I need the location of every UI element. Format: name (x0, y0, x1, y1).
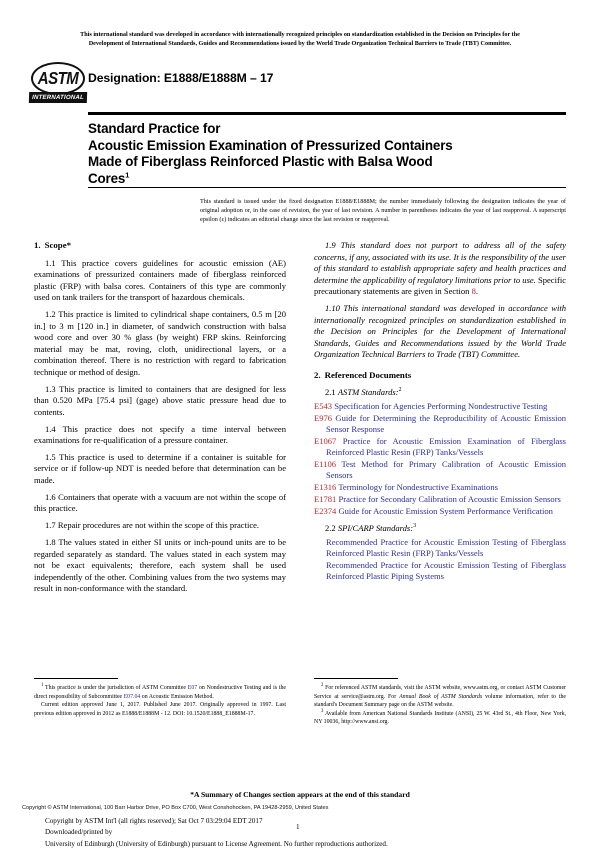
subcommittee-e0704-link[interactable]: E07.04 (123, 693, 141, 700)
subsection-title-2-2: SPI/CARP Standards: (337, 523, 414, 534)
astm-standards-list (314, 401, 566, 517)
ref-id[interactable]: E1067 (314, 435, 337, 446)
list-item[interactable] (314, 436, 566, 459)
subsection-number-2-1: 2.1 (325, 387, 336, 398)
title-line-3: Made of Fiberglass Reinforced Plastic with Balsa Wood (88, 154, 433, 170)
column-left (34, 240, 286, 600)
ref-title[interactable]: Terminology for Nondestructive Examinations (338, 482, 498, 493)
ref-title[interactable]: Test Method for Primary Calibration of Acoustic Emission Sensors (326, 459, 567, 481)
ref-title[interactable]: Practice for Acoustic Emission Examination of Fiberglass Reinforced Plastic Resin (FRP) Tanks/Vessels (326, 435, 567, 458)
list-item[interactable] (314, 560, 566, 583)
paragraph-1-4: 1.4 This practice does not specify a time interval between examinations for re-qualification of a pressure container. (34, 423, 286, 446)
ref-title[interactable]: Guide for Determining the Reproducibility of Acoustic Emission Sensor Response (326, 412, 566, 435)
footnote-1-marker: 1 (41, 683, 44, 689)
list-item[interactable] (314, 459, 566, 482)
designation-label: Designation: E1888/E1888M – 17 (88, 71, 274, 85)
paragraph-1-9-roman: Specific precautionary statements are given in Section (314, 274, 566, 297)
title-footnote-marker: 1 (125, 170, 130, 180)
footnote-3-marker: 3 (321, 708, 324, 714)
ref-id[interactable]: E543 (314, 400, 333, 411)
footnote-rule (314, 678, 398, 679)
astm-standards-footnote-marker: 2 (398, 387, 402, 394)
footnote-1-text-a: This practice is under the jurisdiction of ASTM Committee (45, 685, 188, 692)
paragraph-1-9-italic: 1.9 This standard does not purport to address all of the safety concerns, if any, associated with its use. It is the responsibility of the user of this standard to establish appropriate safety and health practices and determine the applicability of regulatory limitations prior to use. (314, 240, 566, 285)
ref-id[interactable]: E1106 (314, 459, 336, 470)
title-line-1: Standard Practice for (88, 121, 221, 136)
footnote-2-marker: 2 (321, 683, 324, 689)
paragraph-1-10: 1.10 This international standard was developed in accordance with internationally recognized principles on standardization established in the Decision on Principles for the Development of International Standards, Guides and Recommendations issued by the World Trade Organization Technical Barriers to Trade (TBT) Committee. (314, 303, 566, 360)
subsection-heading-spi-carp-standards (314, 523, 566, 535)
column-right (314, 240, 566, 589)
page-number: 1 (296, 823, 300, 831)
title-line-4 (88, 171, 558, 188)
footnote-1-text-b: on Nondestructive Testing and is the direct responsibility of Subcommittee (34, 685, 286, 700)
footnotes-left (34, 678, 286, 718)
paragraph-1-6: 1.6 Containers that operate with a vacuum are not within the scope of this practice. (34, 491, 286, 514)
paragraph-1-3: 1.3 This practice is limited to containers that are designed for less than 0.520 MPa [75.4 psi] (gage) above static pressure head due to contents. (34, 383, 286, 417)
tbt-header-line-2: Development of International Standards, Guides and Recommendations issued by the World Trade Organization Technical Barriers to Trade (TBT) Committee. (88, 40, 512, 48)
footnote-1 (34, 684, 286, 701)
paragraph-1-8: 1.8 The values stated in either SI units or inch-pound units are to be regarded separately as standard. The values stated in each system may not be exact equivalents; therefore, each system shall be used independently of the other. Combining values from the two systems may result in non-conformance with the standard. (34, 537, 286, 594)
list-item[interactable] (314, 537, 566, 560)
ref-id[interactable]: E1781 (314, 494, 337, 505)
paragraph-1-1: 1.1 This practice covers guidelines for acoustic emission (AE) examinations of pressurized containers made of fiberglass reinforced plastic (FRP) with balsa cores. Containers of this type are commonly used on tank trailers for the transport of hazardous chemicals. (34, 257, 286, 303)
title-line-4-text: Cores (88, 170, 126, 186)
section-heading-referenced-documents (314, 370, 566, 382)
copyright-line: Copyright © ASTM International, 100 Barr Harbor Drive, PO Box C700, West Conshohocken, PA 19428-2959, United States (22, 805, 329, 811)
footnote-2-text-a: For referenced ASTM standards, visit the ASTM website, www.astm.org, or contact ASTM Customer Service at service@astm.org. For (314, 685, 566, 700)
footnotes-right (314, 678, 566, 726)
paragraph-1-9 (314, 240, 566, 298)
paragraph-1-9-period: . (475, 286, 479, 297)
section-number-2: 2. (314, 369, 321, 380)
section-8-link[interactable]: 8 (471, 286, 476, 297)
tbt-header-line-1: This international standard was developed in accordance with internationally recognized principles on standardization established in the Decision on Principles for the (80, 31, 520, 38)
ref-title[interactable]: Recommended Practice for Acoustic Emission Testing of Fiberglass Reinforced Plastic Piping Systems (326, 560, 566, 582)
paragraph-1-7: 1.7 Repair procedures are not within the scope of this practice. (45, 520, 260, 531)
ref-id[interactable]: E2374 (314, 505, 337, 516)
astm-logo-wordmark: ASTM (37, 68, 79, 89)
footnote-rule (34, 678, 118, 679)
ref-title[interactable]: Recommended Practice for Acoustic Emission Testing of Fiberglass Reinforced Plastic Resin (FRP) Tanks/Vessels (326, 536, 566, 559)
list-item[interactable] (314, 482, 566, 493)
footnote-3 (314, 710, 566, 727)
ref-title[interactable]: Practice for Secondary Calibration of Acoustic Emission Sensors (338, 494, 561, 505)
committee-e07-link[interactable]: E07 (187, 685, 198, 692)
list-item[interactable] (314, 506, 566, 517)
section-number-1: 1. (34, 240, 41, 250)
list-item[interactable] (314, 494, 566, 505)
page-title (88, 121, 558, 187)
astm-logo (29, 62, 87, 106)
download-stamp (45, 816, 545, 850)
title-line-2: Acoustic Emission Examination of Pressurized Containers (88, 137, 453, 153)
list-item[interactable] (314, 401, 566, 412)
subsection-heading-astm-standards (314, 387, 566, 399)
section-title-1: Scope* (44, 240, 72, 250)
ref-id[interactable]: E976 (314, 412, 333, 423)
section-title-2: Referenced Documents (324, 369, 412, 380)
spi-standards-list (314, 537, 566, 583)
list-item[interactable] (314, 413, 566, 436)
footnote-1-text-c: on Acoustic Emission Method. (140, 693, 214, 700)
header-rule-top (88, 112, 566, 115)
paragraph-1-2: 1.2 This practice is limited to cylindrical shape containers, 0.5 m [20 in.] to 3 m [120 in.] in diameter, of sandwich construction with balsa wood core and over 30 % glass (by weight) FRP skins. Reinforcing material may be mat, roving, cloth, unidirectional layers, or a combination thereof. There is no restriction with regard to fabrication technique or method of design. (34, 309, 286, 377)
ref-title[interactable]: Specification for Agencies Performing Nondestructive Testing (334, 400, 548, 411)
download-line-2: Downloaded/printed by (45, 828, 113, 837)
footnote-edition-info: Current edition approved June 1, 2017. Published June 2017. Originally approved in 1997. Last previous edition approved in 2012 as E1888/E1888M - 12. DOI: 10.1520/E1888_E1888M-17. (34, 702, 286, 717)
tbt-header-note (34, 30, 566, 49)
footnote-2-italic: Annual Book of ASTM Standards (399, 693, 483, 700)
section-heading-scope (34, 240, 286, 252)
issue-note: This standard is issued under the fixed designation E1888/E1888M; the number immediately following the designation indicates the year of original adoption or, in the case of revision, the year of last revision. A number in parentheses indicates the year of last reapproval. A superscript epsilon (ε) indicates an editorial change since the last revision or reapproval. (200, 198, 566, 224)
footnote-2 (314, 684, 566, 709)
astm-logo-banner: INTERNATIONAL (29, 92, 87, 103)
download-line-3: University of Edinburgh (University of Edinburgh) pursuant to License Agreement. No further reproductions authorized. (45, 839, 388, 848)
subsection-title-2-1: ASTM Standards: (337, 387, 399, 398)
footnote-3-text: Available from American National Standards Institute (ANSI), 25 W. 43rd St., 4th Floor, New York, NY 10036, http://www.ansi.org. (314, 710, 566, 725)
summary-of-changes-note: *A Summary of Changes section appears at the end of this standard (190, 790, 410, 799)
spi-standards-footnote-marker: 3 (413, 523, 417, 530)
footnote-2-text-b: volume information, refer to the standard's Document Summary page on the ASTM website. (314, 693, 566, 709)
paragraph-1-5: 1.5 This practice is used to determine if a container is suitable for service or if follow-up NDT is needed before that determination can be made. (34, 451, 286, 486)
ref-id[interactable]: E1316 (314, 482, 337, 493)
subsection-number-2-2: 2.2 (325, 523, 336, 534)
ref-title[interactable]: Guide for Acoustic Emission System Performance Verification (338, 505, 553, 516)
download-line-1: Copyright by ASTM Int'l (all rights reserved); Sat Oct 7 03:29:04 EDT 2017 (45, 817, 263, 825)
